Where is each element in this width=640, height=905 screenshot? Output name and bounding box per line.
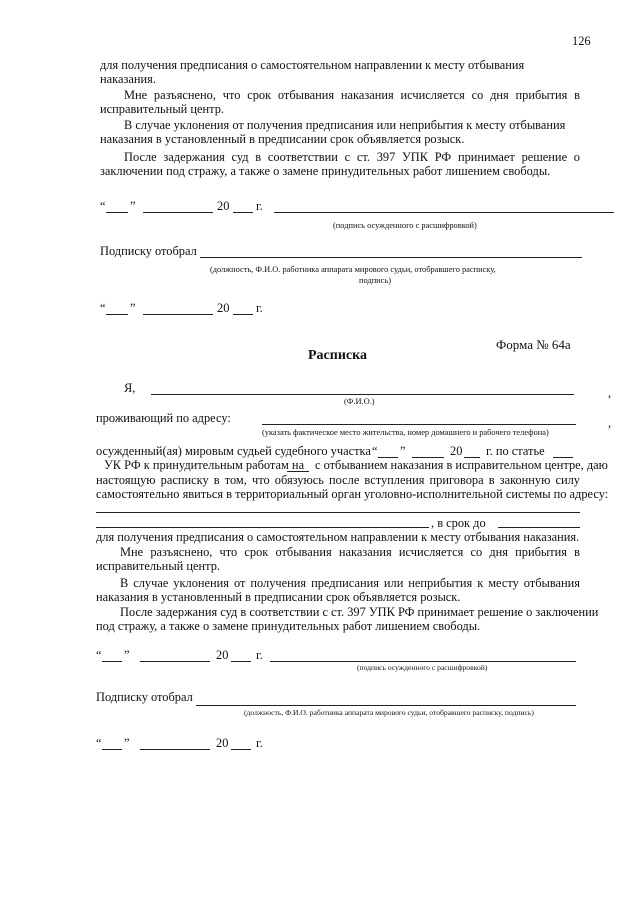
deadline-line xyxy=(498,527,580,528)
sentence-year-prefix: 20 xyxy=(450,444,463,458)
top-date2-day-line xyxy=(106,314,128,315)
top-received-caption-1: (должность, Ф.И.О. работника аппарата мирового судьи, отобравшего расписку, xyxy=(210,265,496,274)
form-paragraph-2-b: исправительный центр. xyxy=(96,559,220,573)
form-title: Расписка xyxy=(308,348,367,363)
top-date-month-line xyxy=(143,212,213,213)
form-signature-caption: (подпись осужденного с расшифровкой) xyxy=(357,663,488,672)
top-date2-year-line xyxy=(233,314,253,315)
top-received-label: Подписку отобрал xyxy=(100,244,197,258)
fio-comma: , xyxy=(608,386,612,400)
top-line-8: заключении под стражу, а также о замене принудительных работ лишением свободы. xyxy=(100,164,551,178)
top-received-caption-2: подпись) xyxy=(359,276,391,285)
page-number: 126 xyxy=(572,34,591,48)
form-paragraph-3-a: В случае уклонения от получения предписания или неприбытия к месту отбывания xyxy=(120,576,580,590)
sentence-line-1-a: осужденный(ая) мировым судьей судебного участка xyxy=(96,444,371,458)
address-label: проживающий по адресу: xyxy=(96,411,231,425)
top-line-1: для получения предписания о самостоятельном направлении к месту отбывания xyxy=(100,58,525,72)
top-date-day-line xyxy=(106,212,128,213)
sentence-line-4: самостоятельно явиться в территориальный орган уголовно-исполнительной системы по адресу: xyxy=(96,487,609,501)
ya-label: Я, xyxy=(124,381,136,395)
top-line-6: наказания в установленный в предписании срок объявляется розыск. xyxy=(100,132,465,146)
form-date2-day-line xyxy=(102,749,122,750)
form-date2-open-quote: “ xyxy=(96,736,102,750)
top-date-open-quote: “ xyxy=(100,199,106,213)
deadline-label: , в срок до xyxy=(431,516,486,530)
form-date2-year-prefix: 20 xyxy=(216,736,229,750)
fio-caption: (Ф.И.О.) xyxy=(344,397,375,406)
sentence-line-3: настоящую расписку в том, что обязуюсь после вступления приговора в законную силу xyxy=(96,473,580,487)
top-date2-year-prefix: 20 xyxy=(217,301,230,315)
top-date-year-suffix: г. xyxy=(256,199,263,213)
form-date-open-quote: “ xyxy=(96,648,102,662)
sentence-line-2-b: с отбыванием наказания в исправительном центре, даю xyxy=(315,458,608,472)
sentence-article-label: г. по статье xyxy=(486,444,545,458)
form-number: Форма № 64а xyxy=(496,337,571,352)
form-date-year-line xyxy=(231,661,251,662)
form-signature-line xyxy=(270,661,576,662)
top-line-7: После задержания суд в соответствии с ст. 397 УПК РФ принимает решение о xyxy=(124,150,580,164)
top-signature-line xyxy=(274,212,614,213)
form-paragraph-4-a: После задержания суд в соответствии с ст. 397 УПК РФ принимает решение о заключении xyxy=(120,605,599,619)
authority-address-line-2 xyxy=(96,527,429,528)
form-paragraph-4-b: под стражу, а также о замене принудительных работ лишением свободы. xyxy=(96,619,481,633)
authority-address-line xyxy=(96,512,580,513)
top-date2-open-quote: “ xyxy=(100,301,106,315)
top-received-line xyxy=(200,257,582,258)
form-received-line xyxy=(196,705,576,706)
address-caption: (указать фактическое место жительства, номер домашнего и рабочего телефона) xyxy=(262,428,549,437)
form-date-month-line xyxy=(140,661,210,662)
address-line xyxy=(262,424,576,425)
top-date-year-line xyxy=(233,212,253,213)
form-date-year-prefix: 20 xyxy=(216,648,229,662)
top-date2-close-quote: ” xyxy=(130,301,136,315)
sentence-line-2-a: УК РФ к принудительным работам на xyxy=(104,458,305,472)
form-date-day-line xyxy=(102,661,122,662)
form-date2-year-suffix: г. xyxy=(256,736,263,750)
form-date2-month-line xyxy=(140,749,210,750)
top-date-year-prefix: 20 xyxy=(217,199,230,213)
form-paragraph-3-b: наказания в установленный в предписании срок объявляется розыск. xyxy=(96,590,461,604)
form-date-close-quote: ” xyxy=(124,648,130,662)
top-line-4: исправительный центр. xyxy=(100,102,224,116)
form-paragraph-1: для получения предписания о самостоятельном направлении к месту отбывания наказания. xyxy=(96,530,580,544)
top-line-2: наказания. xyxy=(100,72,156,86)
sentence-date-close-quote: ” xyxy=(400,444,406,458)
address-comma: , xyxy=(608,416,612,430)
top-date2-month-line xyxy=(143,314,213,315)
sentence-date-open-quote: “ xyxy=(372,444,378,458)
top-date-close-quote: ” xyxy=(130,199,136,213)
form-date-year-suffix: г. xyxy=(256,648,263,662)
form-date2-close-quote: ” xyxy=(124,736,130,750)
top-line-5: В случае уклонения от получения предписания или неприбытия к месту отбывания xyxy=(124,118,566,132)
sentence-term-line xyxy=(287,471,309,472)
fio-line xyxy=(151,394,574,395)
top-date2-year-suffix: г. xyxy=(256,301,263,315)
top-signature-caption: (подпись осужденного с расшифровкой) xyxy=(333,221,477,230)
top-line-3: Мне разъяснено, что срок отбывания наказания исчисляется со дня прибытия в xyxy=(124,88,580,102)
form-received-label: Подписку отобрал xyxy=(96,690,193,704)
form-paragraph-2-a: Мне разъяснено, что срок отбывания наказания исчисляется со дня прибытия в xyxy=(120,545,580,559)
form-received-caption: (должность, Ф.И.О. работника аппарата мирового судьи, отобравшего расписку, подпись) xyxy=(244,708,534,717)
form-date2-year-line xyxy=(231,749,251,750)
